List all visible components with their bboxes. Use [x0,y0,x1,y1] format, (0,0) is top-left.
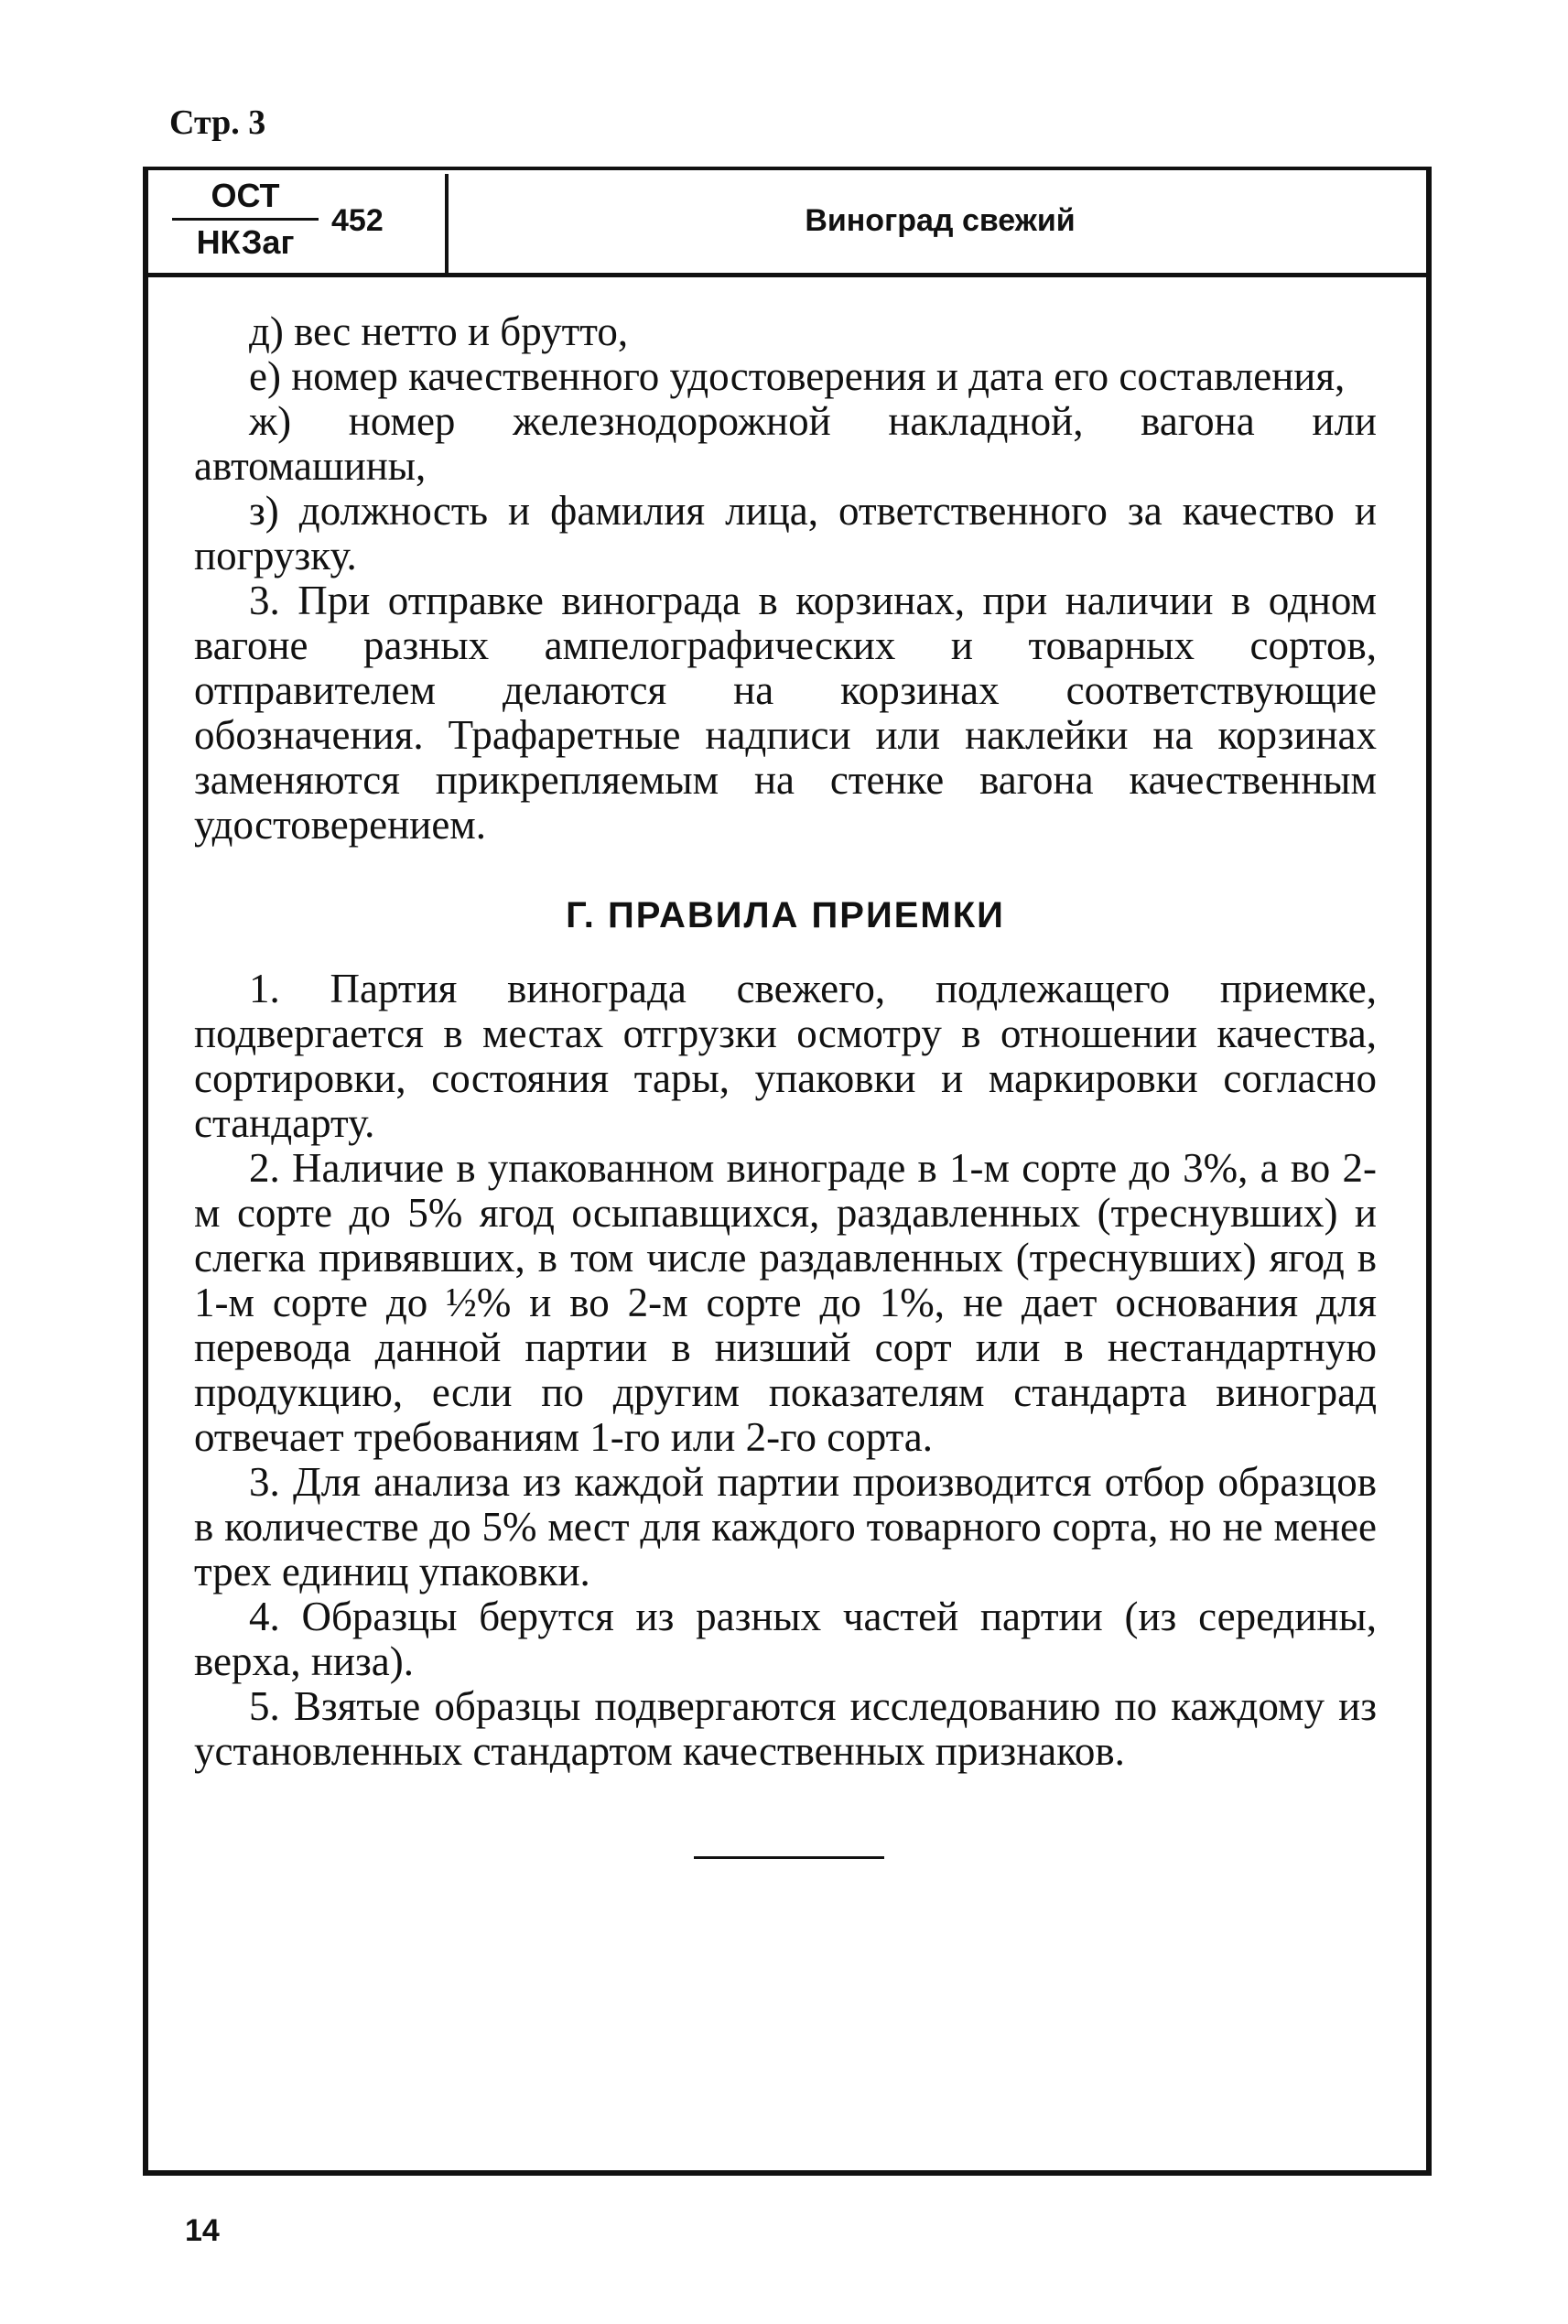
standard-prefix-top: ОСТ [211,177,280,214]
rule-4: 4. Образцы берутся из разных частей партии (из середины, верха, низа). [194,1594,1377,1684]
item-e: е) номер качественного удостоверения и дата его составления, [249,353,1346,399]
page-number: 14 [185,2213,220,2248]
rule-5: 5. Взятые образцы подвергаются исследованию по каждому из установленных стандартом качественных признаков. [194,1683,1377,1774]
standard-designation [172,179,319,259]
item-z: з) должность и фамилия лица, ответственного за качество и погрузку. [194,488,1377,578]
page-label: Стр. 3 [169,103,266,142]
standard-prefix-bottom: НКЗаг [196,223,295,261]
section-heading: Г. ПРАВИЛА ПРИЕМКИ [566,895,1005,935]
paragraph-3: 3. При отправке винограда в корзинах, при наличии в одном вагоне разных ампелографических и товарных сортов, отправителем делаются на корзинах соответствующие обозначения. Трафаретные надписи или наклейки на корзинах заменяются прикрепляемым на стенке вагона качественным удостоверением. [194,578,1377,848]
header-bottom-rule [143,273,1432,277]
end-rule [694,1856,884,1859]
rule-1: 1. Партия винограда свежего, подлежащего приемке, подвергается в местах отгрузки осмотру в отношении качества, сортировки, состояния тары, упаковки и маркировки согласно стандарту. [194,966,1377,1146]
document-title: Виноград свежий [805,203,1076,238]
continued-items [194,309,1377,848]
rule-3: 3. Для анализа из каждой партии производится отбор образцов в количестве до 5% мест для каждого товарного сорта, но не менее трех единиц упаковки. [194,1459,1377,1594]
standard-number: 452 [331,203,384,238]
item-zh: ж) номер железнодорожной накладной, вагона или автомашины, [194,398,1377,489]
item-d: д) вес нетто и брутто, [249,308,629,354]
rule-2: 2. Наличие в упакованном винограде в 1-м сорте до 3%, а во 2-м сорте до 5% ягод осыпавщихся, раздавленных (треснувших) и слегка привявших, в том числе раздавленных (треснувших) ягод в 1-м сорте до ½% и во 2-м сорте до 1%, не дает основания для перевода данной партии в низший сорт или в нестандартную продукцию, если по другим показателям стандарта виноград отвечает требованиям 1-го или 2-го сорта. [194,1145,1377,1460]
acceptance-rules [194,967,1377,1774]
